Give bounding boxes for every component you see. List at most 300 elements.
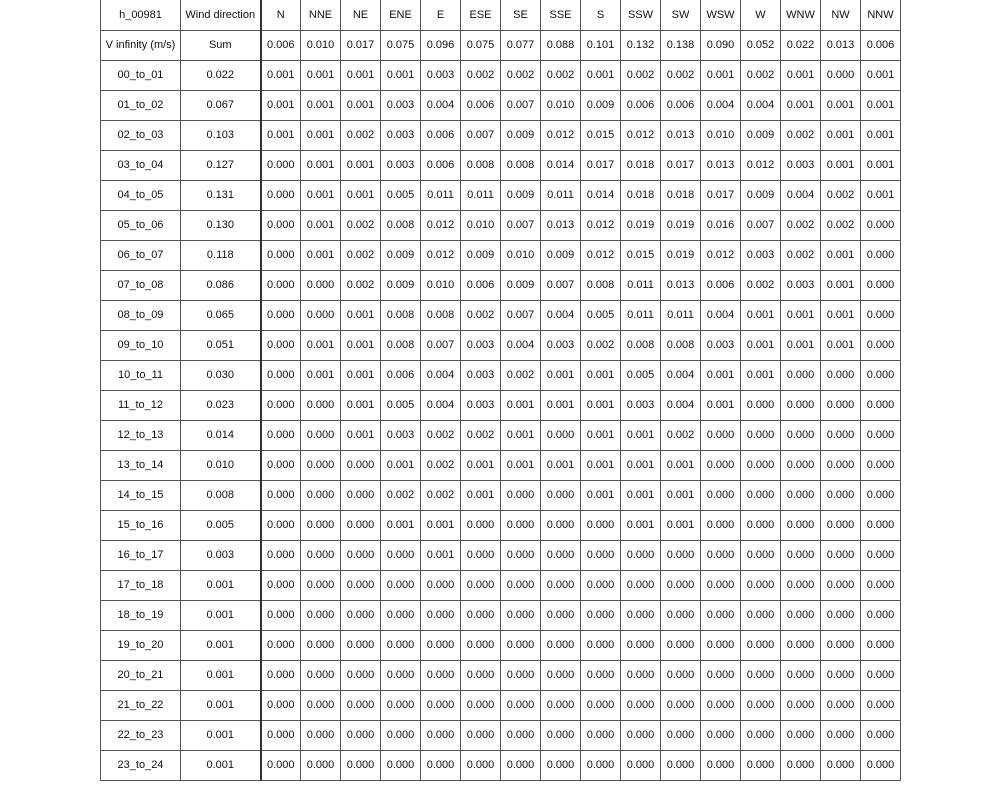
direction-total-cell: 0.090 [701,30,741,60]
velocity-bin-label: 03_to_04 [101,150,181,180]
frequency-cell: 0.000 [821,540,861,570]
table-row [101,300,901,330]
velocity-bin-label: 09_to_10 [101,330,181,360]
direction-total-cell: 0.132 [621,30,661,60]
frequency-cell: 0.002 [461,300,501,330]
frequency-cell: 0.000 [741,600,781,630]
row-sum-cell: 0.103 [181,120,261,150]
frequency-cell: 0.018 [621,180,661,210]
frequency-cell: 0.000 [381,750,421,780]
frequency-cell: 0.000 [541,630,581,660]
direction-total-cell: 0.096 [421,30,461,60]
frequency-cell: 0.000 [261,420,301,450]
frequency-cell: 0.005 [381,390,421,420]
frequency-cell: 0.000 [861,270,901,300]
frequency-cell: 0.000 [741,660,781,690]
frequency-cell: 0.000 [581,570,621,600]
frequency-cell: 0.000 [261,360,301,390]
frequency-cell: 0.000 [461,660,501,690]
direction-total-cell: 0.022 [781,30,821,60]
frequency-cell: 0.000 [341,690,381,720]
frequency-cell: 0.003 [741,240,781,270]
frequency-cell: 0.013 [661,270,701,300]
frequency-cell: 0.013 [701,150,741,180]
frequency-cell: 0.011 [661,300,701,330]
velocity-bin-label: 12_to_13 [101,420,181,450]
frequency-cell: 0.001 [541,360,581,390]
frequency-cell: 0.001 [341,420,381,450]
frequency-cell: 0.000 [701,690,741,720]
frequency-cell: 0.000 [861,750,901,780]
frequency-cell: 0.012 [741,150,781,180]
frequency-cell: 0.000 [541,510,581,540]
velocity-bin-label: 05_to_06 [101,210,181,240]
direction-total-cell: 0.088 [541,30,581,60]
velocity-bin-label: 11_to_12 [101,390,181,420]
direction-total-cell: 0.101 [581,30,621,60]
frequency-cell: 0.001 [301,150,341,180]
frequency-cell: 0.009 [461,240,501,270]
frequency-cell: 0.001 [301,120,341,150]
frequency-cell: 0.011 [621,270,661,300]
frequency-cell: 0.000 [261,330,301,360]
frequency-cell: 0.001 [781,90,821,120]
frequency-cell: 0.019 [621,210,661,240]
row-sum-cell: 0.008 [181,480,261,510]
velocity-bin-label: 07_to_08 [101,270,181,300]
frequency-cell: 0.000 [261,210,301,240]
frequency-cell: 0.001 [421,540,461,570]
frequency-cell: 0.004 [781,180,821,210]
frequency-cell: 0.000 [741,390,781,420]
frequency-cell: 0.002 [461,420,501,450]
frequency-cell: 0.002 [821,210,861,240]
frequency-cell: 0.000 [781,390,821,420]
frequency-cell: 0.003 [381,90,421,120]
direction-header-cell: WSW [701,0,741,30]
frequency-cell: 0.001 [301,360,341,390]
velocity-bin-label: 04_to_05 [101,180,181,210]
direction-header-cell: SSE [541,0,581,30]
direction-header-cell: SW [661,0,701,30]
frequency-cell: 0.000 [341,600,381,630]
frequency-cell: 0.002 [781,240,821,270]
frequency-cell: 0.010 [501,240,541,270]
frequency-cell: 0.011 [621,300,661,330]
frequency-cell: 0.001 [501,390,541,420]
frequency-cell: 0.009 [501,270,541,300]
row-sum-cell: 0.030 [181,360,261,390]
direction-total-cell: 0.052 [741,30,781,60]
frequency-cell: 0.003 [781,270,821,300]
frequency-cell: 0.000 [461,630,501,660]
frequency-cell: 0.000 [421,690,461,720]
frequency-cell: 0.000 [341,450,381,480]
frequency-cell: 0.000 [581,690,621,720]
velocity-bin-label: 14_to_15 [101,480,181,510]
frequency-cell: 0.001 [341,360,381,390]
frequency-cell: 0.013 [661,120,701,150]
frequency-cell: 0.015 [621,240,661,270]
frequency-cell: 0.000 [421,600,461,630]
frequency-cell: 0.010 [421,270,461,300]
frequency-cell: 0.000 [341,660,381,690]
frequency-cell: 0.001 [261,120,301,150]
frequency-cell: 0.001 [381,60,421,90]
row-sum-cell: 0.023 [181,390,261,420]
frequency-cell: 0.006 [621,90,661,120]
frequency-cell: 0.000 [741,690,781,720]
row-sum-cell: 0.131 [181,180,261,210]
frequency-cell: 0.000 [261,450,301,480]
frequency-cell: 0.010 [541,90,581,120]
frequency-cell: 0.007 [421,330,461,360]
frequency-cell: 0.000 [821,60,861,90]
direction-header-cell: NNE [301,0,341,30]
frequency-cell: 0.000 [261,300,301,330]
frequency-cell: 0.001 [741,360,781,390]
frequency-cell: 0.000 [461,570,501,600]
velocity-bin-label: 02_to_03 [101,120,181,150]
frequency-cell: 0.001 [301,330,341,360]
frequency-cell: 0.000 [701,660,741,690]
frequency-cell: 0.001 [261,90,301,120]
frequency-cell: 0.000 [861,570,901,600]
frequency-cell: 0.002 [421,480,461,510]
frequency-cell: 0.000 [301,510,341,540]
frequency-cell: 0.003 [461,360,501,390]
frequency-cell: 0.000 [701,540,741,570]
frequency-cell: 0.000 [301,390,341,420]
frequency-cell: 0.000 [781,360,821,390]
frequency-cell: 0.000 [341,750,381,780]
frequency-cell: 0.000 [541,750,581,780]
frequency-cell: 0.000 [661,630,701,660]
frequency-cell: 0.000 [821,660,861,690]
frequency-cell: 0.001 [821,330,861,360]
frequency-cell: 0.001 [701,60,741,90]
table-row [101,360,901,390]
frequency-cell: 0.000 [501,480,541,510]
frequency-cell: 0.001 [701,360,741,390]
frequency-cell: 0.000 [861,210,901,240]
frequency-cell: 0.000 [301,420,341,450]
frequency-cell: 0.001 [581,480,621,510]
direction-header-cell: ENE [381,0,421,30]
frequency-cell: 0.008 [461,150,501,180]
frequency-cell: 0.000 [701,570,741,600]
direction-header-cell: N [261,0,301,30]
direction-total-cell: 0.075 [381,30,421,60]
frequency-cell: 0.000 [701,630,741,660]
frequency-cell: 0.000 [301,450,341,480]
frequency-cell: 0.007 [541,270,581,300]
frequency-cell: 0.000 [581,540,621,570]
frequency-cell: 0.003 [461,330,501,360]
frequency-cell: 0.000 [861,540,901,570]
direction-header-cell: WNW [781,0,821,30]
frequency-cell: 0.000 [581,510,621,540]
frequency-cell: 0.001 [581,420,621,450]
frequency-cell: 0.000 [741,480,781,510]
frequency-cell: 0.018 [661,180,701,210]
frequency-cell: 0.004 [661,390,701,420]
frequency-cell: 0.011 [541,180,581,210]
frequency-cell: 0.001 [581,360,621,390]
frequency-cell: 0.007 [741,210,781,240]
direction-header-cell: SE [501,0,541,30]
frequency-cell: 0.007 [501,210,541,240]
frequency-cell: 0.000 [421,750,461,780]
direction-total-cell: 0.006 [261,30,301,60]
frequency-cell: 0.000 [781,660,821,690]
frequency-cell: 0.002 [341,210,381,240]
frequency-cell: 0.001 [381,510,421,540]
table-row [101,540,901,570]
direction-total-cell: 0.013 [821,30,861,60]
frequency-cell: 0.011 [461,180,501,210]
frequency-cell: 0.001 [301,210,341,240]
frequency-cell: 0.000 [301,600,341,630]
frequency-cell: 0.008 [381,330,421,360]
frequency-cell: 0.001 [461,480,501,510]
row-sum-cell: 0.005 [181,510,261,540]
frequency-cell: 0.000 [381,570,421,600]
frequency-cell: 0.001 [621,510,661,540]
frequency-cell: 0.000 [621,750,661,780]
frequency-cell: 0.004 [421,360,461,390]
frequency-cell: 0.017 [581,150,621,180]
direction-header-cell: NW [821,0,861,30]
frequency-cell: 0.000 [621,690,661,720]
table-row [101,600,901,630]
frequency-cell: 0.010 [701,120,741,150]
frequency-cell: 0.000 [261,630,301,660]
frequency-cell: 0.000 [861,450,901,480]
frequency-cell: 0.000 [541,660,581,690]
velocity-bin-label: 17_to_18 [101,570,181,600]
frequency-cell: 0.000 [461,690,501,720]
frequency-cell: 0.004 [661,360,701,390]
frequency-cell: 0.001 [341,300,381,330]
frequency-cell: 0.000 [341,570,381,600]
table-row [101,450,901,480]
table-row [101,570,901,600]
frequency-cell: 0.000 [581,660,621,690]
frequency-cell: 0.001 [661,450,701,480]
frequency-cell: 0.000 [661,720,701,750]
velocity-bin-label: 16_to_17 [101,540,181,570]
frequency-cell: 0.006 [461,90,501,120]
frequency-cell: 0.000 [781,480,821,510]
table-row [101,390,901,420]
frequency-cell: 0.000 [501,660,541,690]
frequency-cell: 0.000 [661,540,701,570]
frequency-cell: 0.000 [741,570,781,600]
direction-total-cell: 0.017 [341,30,381,60]
frequency-cell: 0.001 [301,60,341,90]
frequency-cell: 0.002 [661,420,701,450]
frequency-cell: 0.001 [581,390,621,420]
row-sum-cell: 0.010 [181,450,261,480]
frequency-cell: 0.006 [421,120,461,150]
frequency-cell: 0.001 [781,330,821,360]
frequency-cell: 0.001 [301,180,341,210]
frequency-cell: 0.010 [461,210,501,240]
frequency-cell: 0.000 [821,720,861,750]
direction-header-cell: S [581,0,621,30]
velocity-header: V infinity (m/s) [101,30,181,60]
frequency-cell: 0.018 [621,150,661,180]
frequency-cell: 0.000 [341,510,381,540]
frequency-cell: 0.000 [861,690,901,720]
frequency-cell: 0.001 [821,120,861,150]
frequency-cell: 0.013 [541,210,581,240]
frequency-cell: 0.000 [861,660,901,690]
frequency-cell: 0.000 [741,750,781,780]
frequency-cell: 0.001 [821,150,861,180]
frequency-cell: 0.000 [301,270,341,300]
row-sum-cell: 0.067 [181,90,261,120]
frequency-cell: 0.001 [341,330,381,360]
frequency-cell: 0.003 [461,390,501,420]
frequency-cell: 0.001 [741,300,781,330]
row-sum-cell: 0.001 [181,660,261,690]
frequency-cell: 0.000 [341,540,381,570]
frequency-cell: 0.000 [541,480,581,510]
frequency-cell: 0.000 [501,540,541,570]
frequency-cell: 0.000 [261,570,301,600]
frequency-cell: 0.000 [581,600,621,630]
frequency-cell: 0.005 [581,300,621,330]
frequency-cell: 0.000 [741,540,781,570]
frequency-cell: 0.000 [301,480,341,510]
frequency-cell: 0.001 [821,270,861,300]
table-row [101,240,901,270]
frequency-cell: 0.000 [261,270,301,300]
frequency-cell: 0.003 [381,120,421,150]
frequency-cell: 0.000 [581,630,621,660]
frequency-cell: 0.007 [461,120,501,150]
frequency-cell: 0.001 [861,60,901,90]
frequency-cell: 0.002 [621,60,661,90]
frequency-cell: 0.001 [341,90,381,120]
frequency-cell: 0.000 [501,720,541,750]
frequency-cell: 0.000 [381,630,421,660]
frequency-cell: 0.012 [701,240,741,270]
frequency-cell: 0.001 [861,90,901,120]
frequency-cell: 0.000 [701,750,741,780]
frequency-cell: 0.006 [661,90,701,120]
table-row [101,90,901,120]
frequency-cell: 0.000 [781,600,821,630]
direction-total-cell: 0.010 [301,30,341,60]
frequency-cell: 0.009 [741,180,781,210]
frequency-cell: 0.004 [421,390,461,420]
frequency-cell: 0.000 [821,480,861,510]
frequency-cell: 0.005 [381,180,421,210]
frequency-cell: 0.004 [701,300,741,330]
table-row [101,660,901,690]
frequency-cell: 0.001 [701,390,741,420]
frequency-cell: 0.000 [541,600,581,630]
frequency-cell: 0.000 [781,420,821,450]
frequency-cell: 0.000 [261,720,301,750]
frequency-cell: 0.000 [261,390,301,420]
velocity-bin-label: 10_to_11 [101,360,181,390]
frequency-cell: 0.001 [381,450,421,480]
velocity-bin-label: 21_to_22 [101,690,181,720]
row-sum-cell: 0.001 [181,690,261,720]
frequency-cell: 0.000 [861,720,901,750]
frequency-cell: 0.000 [541,570,581,600]
frequency-cell: 0.000 [301,570,341,600]
frequency-cell: 0.000 [861,360,901,390]
frequency-cell: 0.003 [381,150,421,180]
frequency-cell: 0.000 [861,240,901,270]
frequency-cell: 0.001 [341,60,381,90]
table-row [101,630,901,660]
frequency-cell: 0.000 [781,690,821,720]
frequency-cell: 0.000 [501,690,541,720]
table-row [101,270,901,300]
frequency-cell: 0.002 [341,270,381,300]
frequency-cell: 0.000 [701,510,741,540]
frequency-cell: 0.000 [341,630,381,660]
table-row [101,120,901,150]
direction-header-cell: E [421,0,461,30]
frequency-cell: 0.000 [301,660,341,690]
frequency-cell: 0.000 [621,660,661,690]
frequency-cell: 0.000 [381,540,421,570]
frequency-cell: 0.015 [581,120,621,150]
frequency-cell: 0.000 [621,720,661,750]
frequency-cell: 0.000 [781,540,821,570]
frequency-cell: 0.019 [661,240,701,270]
frequency-cell: 0.000 [301,720,341,750]
frequency-cell: 0.000 [661,570,701,600]
frequency-cell: 0.000 [781,720,821,750]
frequency-cell: 0.000 [741,630,781,660]
frequency-cell: 0.002 [581,330,621,360]
frequency-cell: 0.001 [501,450,541,480]
direction-total-cell: 0.138 [661,30,701,60]
frequency-cell: 0.004 [421,90,461,120]
frequency-cell: 0.012 [541,120,581,150]
frequency-cell: 0.002 [341,240,381,270]
frequency-cell: 0.001 [581,60,621,90]
frequency-cell: 0.002 [381,480,421,510]
row-sum-cell: 0.001 [181,570,261,600]
velocity-bin-label: 06_to_07 [101,240,181,270]
frequency-cell: 0.000 [781,570,821,600]
row-sum-cell: 0.014 [181,420,261,450]
row-sum-cell: 0.001 [181,750,261,780]
frequency-cell: 0.000 [741,720,781,750]
row-sum-cell: 0.003 [181,540,261,570]
frequency-cell: 0.000 [861,390,901,420]
frequency-cell: 0.000 [461,540,501,570]
frequency-cell: 0.000 [261,510,301,540]
frequency-cell: 0.001 [621,480,661,510]
frequency-cell: 0.000 [501,510,541,540]
frequency-cell: 0.000 [701,450,741,480]
frequency-cell: 0.007 [501,90,541,120]
velocity-bin-label: 23_to_24 [101,750,181,780]
frequency-cell: 0.002 [741,60,781,90]
frequency-cell: 0.002 [741,270,781,300]
frequency-cell: 0.008 [381,210,421,240]
